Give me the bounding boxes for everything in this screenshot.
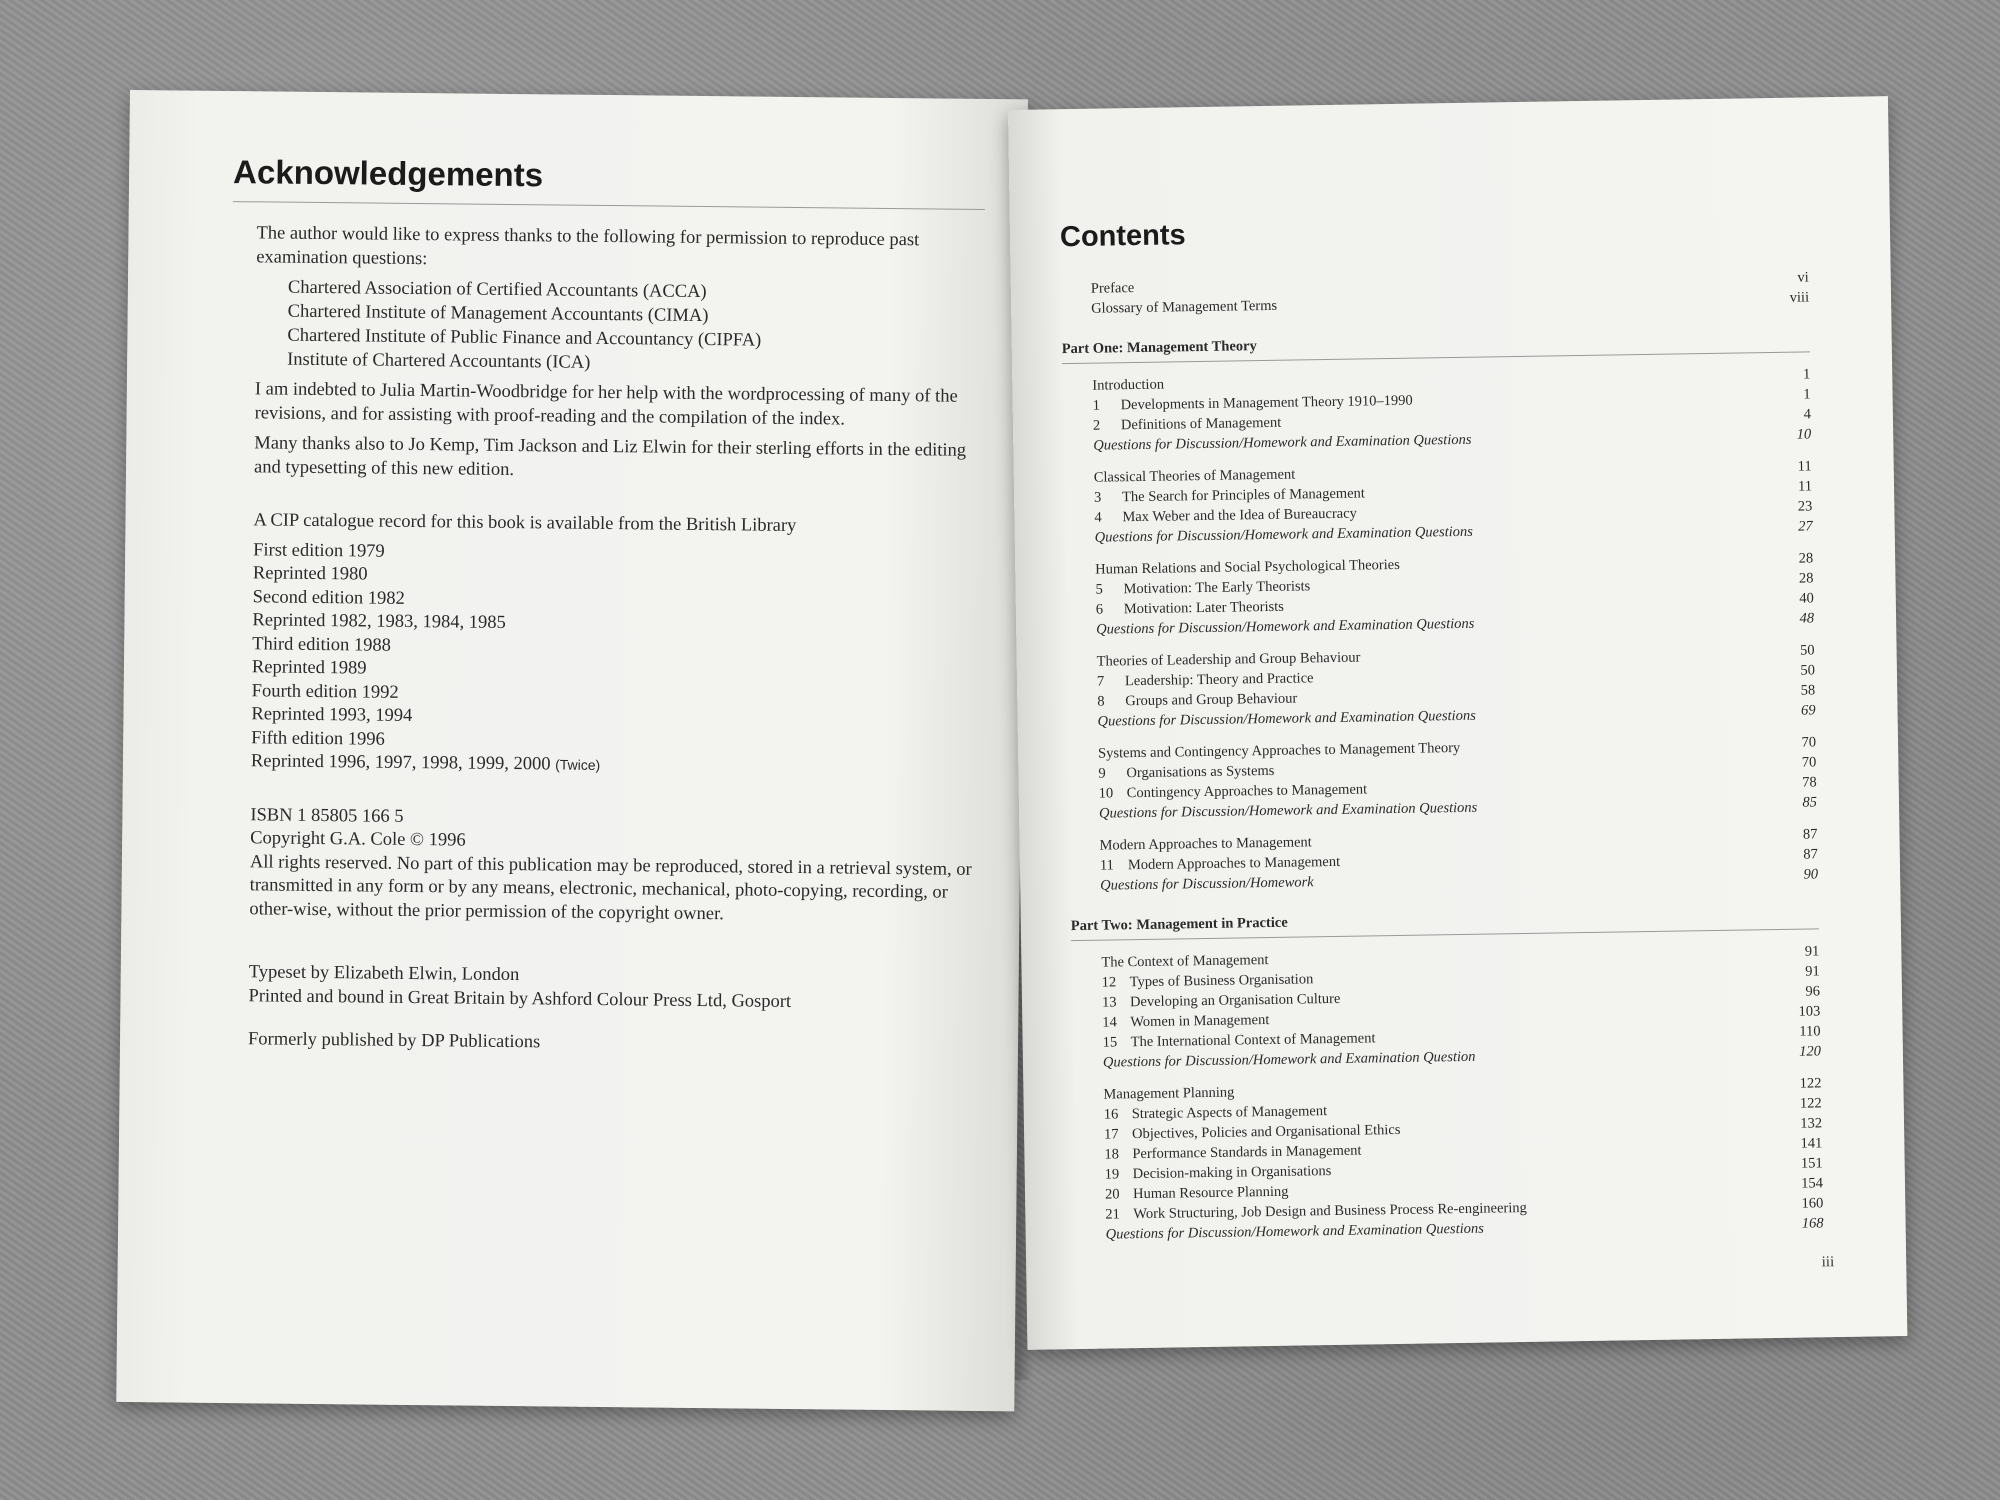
- toc-page: 85: [1802, 794, 1818, 811]
- toc-section: [1073, 1073, 1823, 1245]
- toc-page: 11: [1797, 458, 1812, 475]
- toc-page: 132: [1800, 1115, 1823, 1132]
- organisation-item: Chartered Association of Certified Accountants (ACCA): [287, 277, 707, 303]
- toc-label: Questions for Discussion/Homework and Examination Questions: [1094, 523, 1474, 546]
- toc-label: Questions for Discussion/Homework and Examination Questions: [1093, 431, 1472, 454]
- contents-heading: Contents: [1059, 219, 1186, 254]
- thanks-paragraph: Many thanks also to Jo Kemp, Tim Jackson and Liz Elwin for their sterling efforts in the editing and typesetting of this new edition.: [253, 433, 967, 481]
- left-page: [116, 90, 1028, 1411]
- toc-label: Glossary of Management Terms: [1091, 297, 1278, 317]
- chapter-number: 4: [1094, 509, 1102, 526]
- chapter-title: Contingency Approaches to Management: [1126, 781, 1368, 802]
- toc-page: 151: [1800, 1155, 1823, 1172]
- toc-page: 1: [1803, 386, 1811, 403]
- last-reprint: Reprinted 1996, 1997, 1998, 1999, 2000: [250, 751, 551, 775]
- edition-line: Fifth edition 1996: [251, 727, 385, 750]
- toc-label: Questions for Discussion/Homework and Examination Questions: [1105, 1220, 1484, 1243]
- toc-parts: [1062, 327, 1824, 1245]
- toc-page: 70: [1801, 734, 1817, 751]
- chapter-title: Developing an Organisation Culture: [1129, 990, 1341, 1011]
- toc-page: viii: [1789, 289, 1810, 306]
- table-of-contents: [1061, 267, 1824, 1245]
- edition-line: Second edition 1982: [252, 586, 405, 609]
- toc-page: 168: [1801, 1215, 1824, 1232]
- chapter-number: 2: [1092, 417, 1101, 434]
- chapter-title: Modern Approaches to Management: [1127, 853, 1341, 874]
- organisation-item: Institute of Chartered Accountants (ICA): [287, 349, 591, 373]
- chapter-number: 15: [1102, 1034, 1118, 1051]
- toc-section: [1068, 732, 1817, 824]
- toc-page: 50: [1799, 642, 1815, 659]
- toc-page: 28: [1798, 550, 1814, 567]
- rights-notice: All rights reserved. No part of this publication may be reproduced, stored in a retrieval system, or transmitted in any form or by any means, electronic, mechanical, photo-copying, recording, or other-wise, without the prior permission of the copyright owner.: [249, 851, 972, 924]
- intro-paragraph: The author would like to express thanks to the following for permission to reproduce past examination questions:: [256, 223, 920, 270]
- chapter-title: Max Weber and the Idea of Bureaucracy: [1122, 505, 1357, 526]
- chapter-title: Developments in Management Theory 1910–1990: [1120, 392, 1413, 414]
- chapter-number: 21: [1105, 1206, 1120, 1223]
- twice-note: (Twice): [555, 756, 601, 773]
- toc-page: 120: [1799, 1043, 1822, 1060]
- toc-page: 154: [1801, 1175, 1824, 1192]
- acknowledgements-heading: Acknowledgements: [232, 153, 544, 194]
- acknowledgements-text: [254, 221, 987, 493]
- chapter-number: 7: [1096, 673, 1105, 690]
- toc-page: 10: [1796, 426, 1812, 443]
- chapter-title: The Search for Principles of Management: [1121, 485, 1365, 506]
- toc-label: Questions for Discussion/Homework and Examination Question: [1102, 1048, 1476, 1071]
- chapter-number: 12: [1101, 974, 1117, 991]
- toc-page: 160: [1801, 1195, 1824, 1212]
- chapter-number: 5: [1095, 581, 1103, 598]
- toc-page: 50: [1800, 662, 1816, 679]
- toc-page: 1: [1802, 366, 1811, 383]
- toc-section: [1067, 640, 1816, 732]
- toc-page: 90: [1803, 866, 1819, 883]
- toc-page: 70: [1801, 754, 1817, 771]
- heading-rule: [233, 201, 985, 210]
- toc-page: 91: [1804, 943, 1820, 960]
- toc-page: 87: [1803, 846, 1818, 863]
- toc-page: vi: [1797, 269, 1809, 286]
- toc-page: 28: [1798, 570, 1814, 587]
- toc-label: Introduction: [1092, 376, 1165, 394]
- toc-label: Questions for Discussion/Homework and Examination Questions: [1096, 615, 1475, 638]
- toc-label: Questions for Discussion/Homework and Examination Questions: [1097, 707, 1476, 730]
- toc-label: Preface: [1090, 280, 1135, 297]
- toc-page: 11: [1797, 478, 1813, 495]
- chapter-number: 10: [1098, 785, 1114, 802]
- chapter-number: 16: [1103, 1106, 1119, 1123]
- chapter-number: 1: [1092, 397, 1101, 414]
- chapter-title: Organisations as Systems: [1126, 762, 1275, 782]
- chapter-number: 3: [1093, 489, 1102, 506]
- toc-page: 48: [1799, 610, 1815, 627]
- toc-part-heading: Part One: Management Theory: [1062, 327, 1810, 364]
- chapter-title: Definitions of Management: [1120, 414, 1282, 434]
- toc-section: [1064, 456, 1813, 548]
- cip-notice: A CIP catalogue record for this book is available from the British Library: [253, 510, 797, 537]
- chapter-title: Leadership: Theory and Practice: [1124, 670, 1314, 690]
- printed-credit: Printed and bound in Great Britain by Ashford Colour Press Ltd, Gosport: [248, 985, 792, 1012]
- chapter-title: The International Context of Management: [1130, 1030, 1376, 1051]
- toc-page: 122: [1799, 1075, 1822, 1092]
- toc-label: The Context of Management: [1101, 952, 1269, 971]
- toc-label: Human Relations and Social Psychological Theories: [1095, 556, 1400, 578]
- right-page: [1008, 96, 1907, 1350]
- chapter-number: 8: [1097, 693, 1105, 710]
- chapter-title: Performance Standards in Management: [1132, 1142, 1362, 1163]
- chapter-number: 18: [1104, 1146, 1120, 1163]
- publication-details: [248, 509, 994, 1059]
- chapter-title: Women in Management: [1130, 1012, 1270, 1031]
- toc-page: 122: [1799, 1095, 1822, 1112]
- chapter-title: Groups and Group Behaviour: [1125, 690, 1298, 710]
- chapter-number: 19: [1104, 1166, 1120, 1183]
- edition-line: Third edition 1988: [252, 633, 392, 656]
- chapter-number: 6: [1095, 601, 1104, 618]
- chapter-number: 17: [1103, 1126, 1119, 1143]
- chapter-title: Motivation: Later Theorists: [1123, 598, 1284, 618]
- toc-label: Theories of Leadership and Group Behaviour: [1096, 649, 1361, 670]
- toc-part-heading: Part Two: Management in Practice: [1071, 904, 1819, 941]
- chapter-number: 20: [1104, 1186, 1120, 1203]
- edition-line: First edition 1979: [253, 539, 385, 562]
- edition-line: Reprinted 1989: [251, 657, 367, 679]
- toc-page: 40: [1799, 590, 1814, 607]
- toc-page: 4: [1803, 406, 1812, 423]
- chapter-number: 11: [1099, 857, 1114, 874]
- organisation-item: Chartered Institute of Management Accountants (CIMA): [287, 301, 709, 327]
- toc-page: 58: [1800, 682, 1816, 699]
- indebted-paragraph: I am indebted to Julia Martin-Woodbridge for her help with the wordprocessing of many of the revisions, and for assisting with proof-reading and the compilation of the index.: [254, 379, 958, 430]
- formerly-published: Formerly published by DP Publications: [247, 1029, 541, 1053]
- chapter-title: Decision-making in Organisations: [1132, 1163, 1332, 1183]
- toc-section: [1065, 548, 1814, 640]
- toc-section: [1071, 941, 1821, 1073]
- page-number: iii: [1821, 1254, 1835, 1271]
- toc-page: 78: [1802, 774, 1817, 791]
- chapter-title: Types of Business Organisation: [1129, 971, 1314, 991]
- toc-page: 69: [1800, 702, 1816, 719]
- typeset-credit: Typeset by Elizabeth Elwin, London: [248, 962, 520, 986]
- edition-line: Reprinted 1993, 1994: [251, 704, 413, 726]
- toc-page: 87: [1802, 826, 1818, 843]
- chapter-number: 13: [1101, 994, 1117, 1011]
- chapter-title: Human Resource Planning: [1132, 1183, 1289, 1203]
- chapter-number: 9: [1098, 765, 1106, 782]
- toc-section: [1062, 364, 1811, 456]
- toc-page: 91: [1805, 963, 1820, 980]
- toc-page: 110: [1799, 1023, 1821, 1040]
- toc-label: Questions for Discussion/Homework: [1100, 874, 1314, 894]
- toc-label: Classical Theories of Management: [1093, 466, 1296, 486]
- toc-page: 23: [1797, 498, 1813, 515]
- toc-page: 27: [1798, 518, 1813, 535]
- toc-page: 103: [1798, 1003, 1821, 1020]
- toc-label: Systems and Contingency Approaches to Management Theory: [1097, 739, 1461, 762]
- chapter-title: Strategic Aspects of Management: [1131, 1103, 1328, 1123]
- toc-label: Questions for Discussion/Homework and Examination Questions: [1098, 799, 1478, 822]
- toc-label: Management Planning: [1103, 1084, 1235, 1103]
- toc-page: 96: [1805, 983, 1821, 1000]
- organisation-item: Chartered Institute of Public Finance and Accountancy (CIPFA): [287, 325, 762, 351]
- toc-section: [1069, 824, 1818, 896]
- chapter-title: Work Structuring, Job Design and Business Process Re-engineering: [1133, 1199, 1527, 1223]
- edition-line: Reprinted 1982, 1983, 1984, 1985: [252, 610, 506, 633]
- edition-line: Fourth edition 1992: [251, 680, 399, 703]
- isbn: ISBN 1 85805 166 5: [250, 804, 404, 827]
- edition-line: Reprinted 1980: [252, 563, 368, 585]
- copyright: Copyright G.A. Cole © 1996: [250, 828, 466, 851]
- chapter-title: Objectives, Policies and Organisational Ethics: [1131, 1121, 1401, 1143]
- toc-label: Modern Approaches to Management: [1099, 834, 1312, 854]
- organisations-list: [287, 276, 986, 379]
- chapter-number: 14: [1102, 1014, 1117, 1031]
- chapter-title: Motivation: The Early Theorists: [1123, 578, 1311, 598]
- toc-page: 141: [1800, 1135, 1823, 1152]
